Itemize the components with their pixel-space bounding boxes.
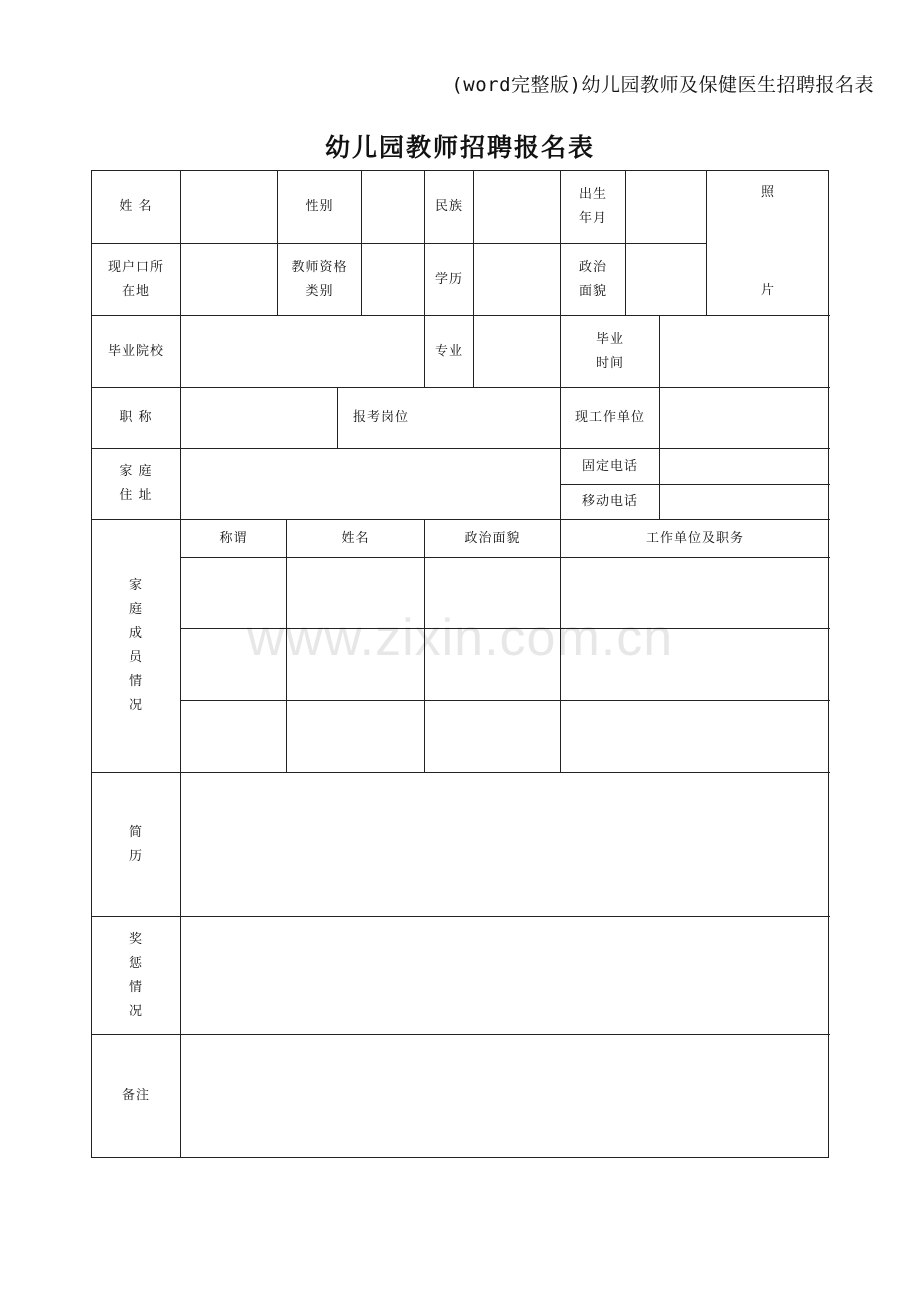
photo-box[interactable] <box>707 171 829 315</box>
political-field[interactable] <box>626 244 706 315</box>
position-field[interactable] <box>425 388 560 448</box>
document-header: (word完整版)幼儿园教师及保健医生招聘报名表 <box>451 74 874 96</box>
resume-field[interactable] <box>181 773 829 916</box>
family-header-relation: 称谓 <box>219 530 248 546</box>
employer-field[interactable] <box>660 388 829 448</box>
name-label: 姓 名 <box>119 199 153 214</box>
qualification-label: 教师资格 类别 <box>291 259 348 299</box>
education-field[interactable] <box>474 244 560 315</box>
ethnicity-field[interactable] <box>474 171 560 243</box>
family-cell[interactable] <box>181 701 286 772</box>
name-field[interactable] <box>181 171 277 243</box>
major-label: 专业 <box>434 343 463 359</box>
form-title: 幼儿园教师招聘报名表 <box>324 133 595 162</box>
family-header-political: 政治面貌 <box>464 530 521 546</box>
major-field[interactable] <box>474 316 560 387</box>
school-label: 毕业院校 <box>107 343 164 359</box>
resume-label: 简 历 <box>128 824 143 864</box>
remarks-label: 备注 <box>121 1088 150 1103</box>
education-label: 学历 <box>434 271 463 287</box>
awards-field[interactable] <box>181 917 829 1034</box>
registration-form <box>91 170 829 1158</box>
family-cell[interactable] <box>425 701 560 772</box>
gender-field[interactable] <box>362 171 424 243</box>
gender-label: 性别 <box>305 199 334 214</box>
position-label: 报考岗位 <box>352 410 409 425</box>
mobile-label: 移动电话 <box>581 494 638 509</box>
address-field[interactable] <box>181 449 560 519</box>
school-field[interactable] <box>181 316 424 387</box>
family-label: 家 庭 成 员 情 况 <box>128 578 143 713</box>
awards-label: 奖 惩 情 况 <box>128 931 143 1019</box>
title-rank-field[interactable] <box>181 388 337 448</box>
family-cell[interactable] <box>561 701 829 772</box>
family-cell[interactable] <box>425 558 560 628</box>
hukou-field[interactable] <box>181 244 277 315</box>
family-cell[interactable] <box>425 629 560 700</box>
family-cell[interactable] <box>181 629 286 700</box>
birth-label: 出生 年月 <box>578 187 607 226</box>
photo-label-top: 照 <box>760 185 775 200</box>
birth-field[interactable] <box>626 171 706 243</box>
family-cell[interactable] <box>287 701 424 772</box>
family-cell[interactable] <box>287 558 424 628</box>
family-header-employer: 工作单位及职务 <box>645 530 744 546</box>
mobile-field[interactable] <box>660 485 829 519</box>
family-cell[interactable] <box>287 629 424 700</box>
qualification-field[interactable] <box>362 244 424 315</box>
family-cell[interactable] <box>561 629 829 700</box>
grad-time-label: 毕业 时间 <box>595 331 624 371</box>
family-header-name: 姓名 <box>341 530 370 546</box>
watermark: www.zixin.com.cn <box>246 609 674 667</box>
title-rank-label: 职 称 <box>119 410 153 425</box>
remarks-field[interactable] <box>181 1035 829 1157</box>
family-cell[interactable] <box>181 558 286 628</box>
photo-label-bottom: 片 <box>760 283 775 298</box>
address-label: 家 庭 住 址 <box>119 464 153 503</box>
political-label: 政治 面貌 <box>578 259 607 299</box>
grad-time-field[interactable] <box>660 316 829 387</box>
landline-label: 固定电话 <box>581 458 638 474</box>
landline-field[interactable] <box>660 449 829 484</box>
ethnicity-label: 民族 <box>434 199 463 214</box>
family-cell[interactable] <box>561 558 829 628</box>
employer-label: 现工作单位 <box>574 410 645 425</box>
hukou-label: 现户口所 在地 <box>107 259 164 299</box>
